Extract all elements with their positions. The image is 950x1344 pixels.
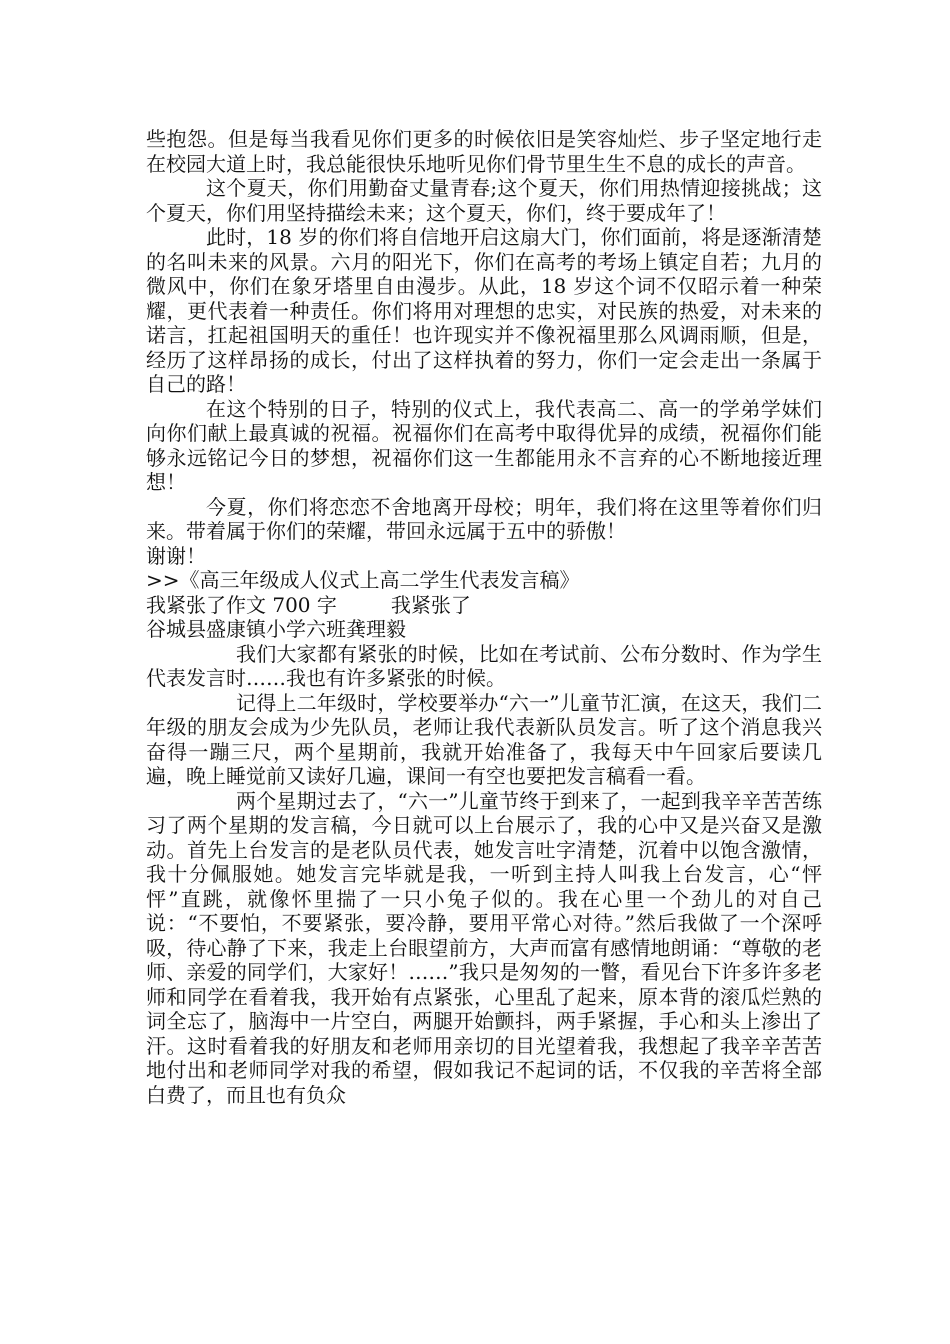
document-page xyxy=(146,127,822,1107)
paragraph-blessing: 在这个特别的日子，特别的仪式上，我代表高二、高一的学弟学妹们向你们献上最真诚的祝福。祝福你们在高考中取得优异的成绩，祝福你们能够永远铭记今日的梦想，祝福你们这一生都能用永不言弃的心不断地接近理想！ xyxy=(146,396,822,494)
paragraph-nervous-intro: 我们大家都有紧张的时候，比如在考试前、公布分数时、作为学生代表发言时……我也有许多紧张的时候。 xyxy=(146,641,822,690)
related-article-link[interactable]: >>《高三年级成人仪式上高二学生代表发言稿》 xyxy=(146,568,580,592)
essay-title-right: 我紧张了 xyxy=(390,592,471,617)
essay-author: 谷城县盛康镇小学六班龚理毅 xyxy=(146,617,406,641)
essay-title-left: 我紧张了作文 700 字 xyxy=(146,592,337,617)
paragraph-complaint: 些抱怨。但是每当我看见你们更多的时候依旧是笑容灿烂、步子坚定地行走在校园大道上时，我总能很快乐地听见你们骨节里生生不息的成长的声音。 xyxy=(146,127,822,176)
paragraph-summer: 这个夏天，你们用勤奋丈量青春;这个夏天，你们用热情迎接挑战；这个夏天，你们用坚持描绘未来；这个夏天，你们，终于要成年了！ xyxy=(146,176,822,225)
essay-title xyxy=(146,593,822,618)
paragraph-eighteen: 此时，18 岁的你们将自信地开启这扇大门，你们面前，将是逐渐清楚的名叫未来的风景。六月的阳光下，你们在高考的考场上镇定自若；九月的微风中，你们在象牙塔里自由漫步。从此，18 岁这个词不仅昭示着一种荣耀，更代表着一种责任。你们将用对理想的忠实，对民族的热爱，对未来的诺言，扛起祖国明天的重任！也许现实并不像祝福里那么风调雨顺，但是，经历了这样昂扬的成长，付出了这样执着的努力，你们一定会走出一条属于自己的路！ xyxy=(146,225,822,396)
thanks-line: 谢谢！ xyxy=(146,543,206,568)
paragraph-second-grade: 记得上二年级时，学校要举办“六一”儿童节汇演，在这天，我们二年级的朋友会成为少先队员，老师让我代表新队员发言。听了这个消息我兴奋得一蹦三尺，两个星期前，我就开始准备了，我每天中午回家后要读几遍，晚上睡觉前又读好几遍，课间一有空也要把发言稿看一看。 xyxy=(146,690,822,788)
paragraph-speech-day: 两个星期过去了，“六一”儿童节终于到来了，一起到我辛辛苦苦练习了两个星期的发言稿，今日就可以上台展示了，我的心中又是兴奋又是激动。首先上台发言的是老队员代表，她发言吐字清楚，沉着中以饱含激情，我十分佩服她。她发言完毕就是我，一听到主持人叫我上台发言，心“怦怦”直跳，就像怀里揣了一只小兔子似的。我在心里一个劲儿的对自己说：“不要怕，不要紧张，要冷静，要用平常心对待。”然后我做了一个深呼吸，待心静了下来，我走上台眼望前方，大声而富有感情地朗诵：“尊敬的老师、亲爱的同学们，大家好！……”我只是匆匆的一瞥，看见台下许多许多老师和同学在看着我，我开始有点紧张，心里乱了起来，原本背的滚瓜烂熟的词全忘了，脑海中一片空白，两腿开始颤抖，两手紧握，手心和头上渗出了汗。这时看着我的好朋友和老师用亲切的目光望着我，我想起了我辛辛苦苦地付出和老师同学对我的希望，假如我记不起词的话，不仅我的辛苦将全部白费了，而且也有负众 xyxy=(146,788,822,1107)
paragraph-farewell: 今夏，你们将恋恋不舍地离开母校；明年，我们将在这里等着你们归来。带着属于你们的荣耀，带回永远属于五中的骄傲！ xyxy=(146,494,822,543)
